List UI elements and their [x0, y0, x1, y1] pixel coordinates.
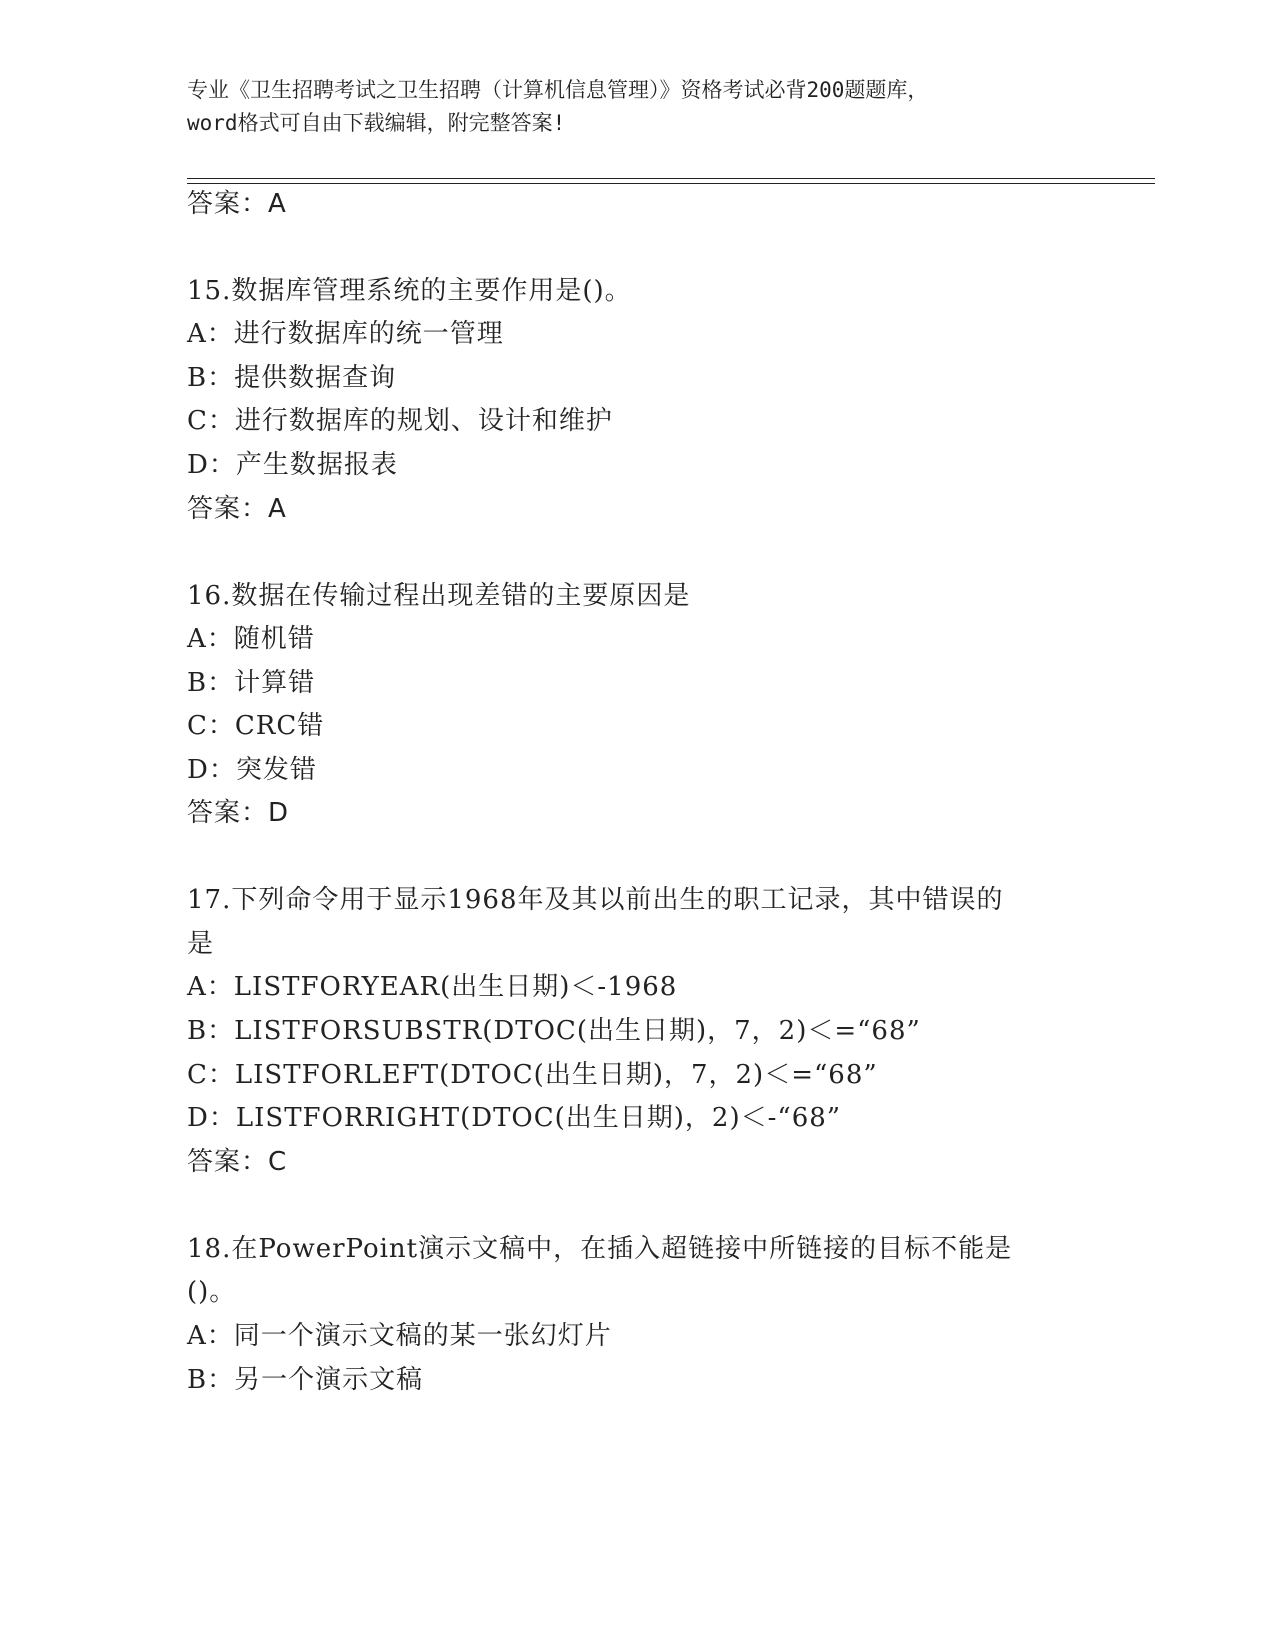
- question-option: A：随机错: [187, 624, 315, 654]
- question-option: A：同一个演示文稿的某一张幻灯片: [187, 1321, 612, 1351]
- question-stem-continued: ()。: [187, 1277, 237, 1307]
- header-divider-top: [187, 178, 1155, 179]
- question-stem: 15.数据库管理系统的主要作用是()。: [187, 276, 632, 306]
- question-stem: 17.下列命令用于显示1968年及其以前出生的职工记录，其中错误的: [187, 885, 1004, 915]
- question-option: B：计算错: [187, 668, 316, 698]
- question-option: D：LISTFORRIGHT(DTOC(出生日期)，2)＜-“68”: [187, 1103, 842, 1133]
- question-answer: 答案：D: [187, 798, 290, 828]
- question-stem-continued: 是: [187, 929, 215, 959]
- question-option: A：LISTFORYEAR(出生日期)＜-1968: [187, 972, 678, 1002]
- question-option: B：另一个演示文稿: [187, 1365, 424, 1395]
- question-option: A：进行数据库的统一管理: [187, 319, 504, 349]
- question-answer: 答案：A: [187, 494, 287, 524]
- header-divider-bottom: [187, 183, 1155, 184]
- header-title-line-1: 专业《卫生招聘考试之卫生招聘（计算机信息管理）》资格考试必背200题题库，: [187, 78, 929, 102]
- question-stem: 18.在PowerPoint演示文稿中，在插入超链接中所链接的目标不能是: [187, 1234, 1013, 1264]
- question-option: D：产生数据报表: [187, 450, 398, 480]
- header-title-line-2: word格式可自由下载编辑，附完整答案!: [187, 111, 566, 135]
- page-header: [187, 74, 1087, 140]
- question-answer: 答案：C: [187, 1147, 288, 1177]
- previous-answer: 答案：A: [187, 189, 287, 219]
- question-option: B：LISTFORSUBSTR(DTOC(出生日期)，7，2)＜=“68”: [187, 1016, 921, 1046]
- question-stem: 16.数据在传输过程出现差错的主要原因是: [187, 581, 691, 611]
- question-option: C：进行数据库的规划、设计和维护: [187, 406, 613, 436]
- question-option: B：提供数据查询: [187, 363, 397, 393]
- question-option: D：突发错: [187, 755, 317, 785]
- question-option: C：CRC错: [187, 711, 325, 741]
- question-option: C：LISTFORLEFT(DTOC(出生日期)，7，2)＜=“68”: [187, 1060, 878, 1090]
